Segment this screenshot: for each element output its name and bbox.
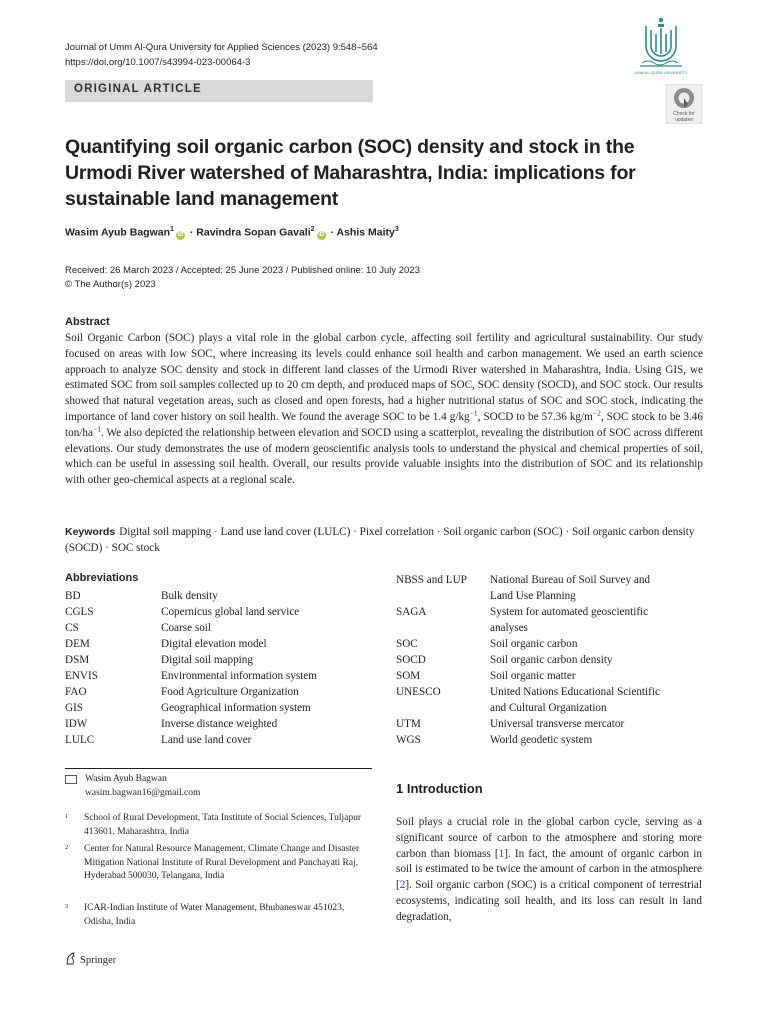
introduction-text: Soil plays a crucial role in the global carbon cycle, serving as a significant source of carbon to the atmosphere and storing more carbon than biomass [1]. In fact, the amount of organic carbon in soil is estimated to be twice the amount of carbon in the atmosphere [2]. Soil organic carbon (SOC) is a critical component of terrestrial ecosystems, indicating soil health, and its loss can result in land degradation,	[396, 816, 702, 923]
corresponding-author-email[interactable]: wasim.bagwan16@gmail.com	[85, 788, 201, 798]
journal-line: Journal of Umm Al-Qura University for Applied Sciences (2023) 9:548–564	[65, 42, 378, 53]
abbreviations-heading: Abbreviations	[65, 572, 139, 584]
author-affiliation-number: 2	[310, 226, 315, 233]
envelope-icon	[65, 775, 77, 784]
keywords-list: Digital soil mapping · Land use land cover (LULC) · Pixel correlation · Soil organic carbon (SOC) · Soil organic carbon density (SOCD) · SOC stock	[65, 526, 695, 554]
author-name[interactable]: Ravindra Sopan Gavali	[196, 226, 311, 239]
logo-caption: UMM AL-QURA UNIVERSITY	[634, 70, 688, 75]
author-affiliation-number: 3	[394, 226, 399, 233]
article-type-label: ORIGINAL ARTICLE	[74, 83, 202, 95]
copyright: © The Author(s) 2023	[65, 279, 156, 290]
citation-link[interactable]: 2	[399, 879, 406, 892]
history-dates: Received: 26 March 2023 / Accepted: 25 June 2023 / Published online: 10 July 2023	[65, 265, 420, 276]
orcid-icon[interactable]: iD	[177, 231, 184, 238]
keywords-label: Keywords	[65, 526, 116, 538]
corresponding-author-name: Wasim Ayub Bagwan	[85, 774, 167, 784]
keywords	[65, 524, 703, 556]
check-for-updates-badge[interactable]	[666, 84, 702, 124]
article-type-banner	[65, 80, 373, 102]
author-name[interactable]: Wasim Ayub Bagwan	[65, 226, 171, 239]
springer-horse-icon	[65, 952, 76, 965]
publication-dates	[65, 264, 420, 292]
check-updates-line2: updates	[675, 117, 693, 123]
article-title: Quantifying soil organic carbon (SOC) density and stock in the Urmodi River watershed of Maharashtra, India: implications for sustainable land management	[65, 136, 636, 210]
section-heading-introduction: 1 Introduction	[396, 781, 483, 796]
journal-citation	[65, 40, 378, 70]
publisher-name: Springer	[80, 955, 117, 966]
citation-link[interactable]: 1	[498, 847, 505, 860]
footnote-divider	[65, 768, 372, 769]
author-affiliation-number: 1	[170, 226, 174, 233]
university-logo	[632, 14, 690, 76]
check-updates-line1: Check for	[673, 111, 695, 117]
abstract-text: Soil Organic Carbon (SOC) plays a vital role in the global carbon cycle, affecting soil fertility and agricultural sustainability. Our study focused on areas with low SOC, where increasing its levels could enhance soil health and carbon management. We used an earth science approach to analyze SOC density and stock in different land classes of the Urmodi River watershed in Maharashtra, India. Using GIS, we estimated SOC from soil samples collected up to 20 cm depth, and produced maps of SOC, SOC density (SOCD), and SOC stock. Our results showed that natural vegetation areas, such as closed and open forests, had a higher nutritional status of SOC and SOC stock, indicating the importance of land cover history on soil health. We found the average SOC to be 1.4 $g/kg^{-1}$, SOCD to be 57.36 $kg/m^{-2}$, SOC stock to be 3.46 ton/$ha^{-1}$. We also depicted the relationship between elevation and SOCD using a scatterplot, revealing the distribution of SOC across different elevations. Our study demonstrates the use of modern geoscientific analysis tools to understand the physical and chemical properties of soil, which can be useful in assessing soil health. Overall, our results provide valuable insights into the distribution of SOC and its relationship with other geo-chemical aspects at a regional scale.	[65, 332, 703, 487]
publisher-footer	[65, 952, 116, 966]
author-list: Wasim Ayub Bagwan$^1$iD · Ravindra Sopan Gavali$^2$iD · Ashis Maity$^3$	[65, 226, 399, 239]
orcid-icon[interactable]: iD	[318, 231, 325, 238]
author-name[interactable]: Ashis Maity	[336, 226, 395, 239]
doi-link[interactable]: https://doi.org/10.1007/s43994-023-00064-3	[65, 57, 251, 68]
abstract-heading: Abstract	[65, 316, 110, 328]
